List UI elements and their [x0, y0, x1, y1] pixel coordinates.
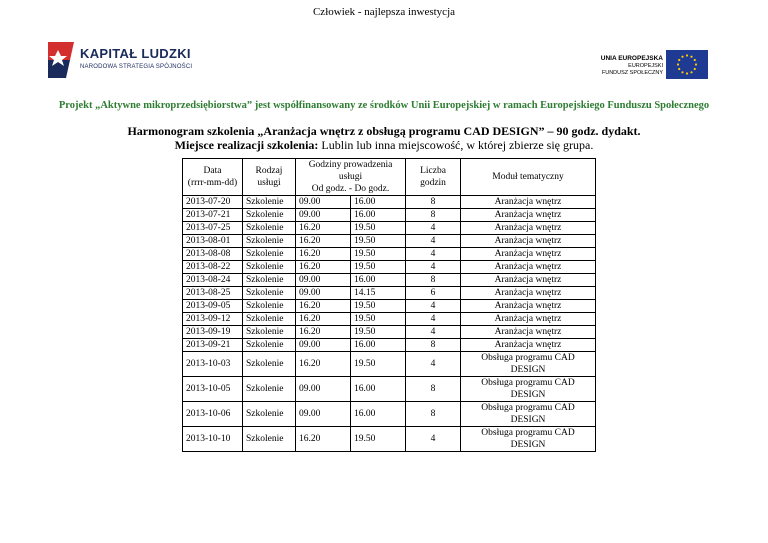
- cell-module: Obsługa programu CAD DESIGN: [461, 402, 596, 427]
- cell-type: Szkolenie: [243, 222, 296, 235]
- table-body: [183, 196, 596, 452]
- eu-star-icon: [694, 59, 696, 61]
- cell-date: 2013-10-10: [183, 427, 243, 452]
- cell-date: 2013-10-05: [183, 377, 243, 402]
- header-date-line1: Data: [203, 166, 222, 176]
- cell-module: Aranżacja wnętrz: [461, 235, 596, 248]
- cell-from: 09.00: [296, 377, 351, 402]
- table-row: [183, 352, 596, 377]
- cell-date: 2013-10-06: [183, 402, 243, 427]
- cell-from: 09.00: [296, 402, 351, 427]
- cell-module: Aranżacja wnętrz: [461, 313, 596, 326]
- cell-type: Szkolenie: [243, 274, 296, 287]
- location-label: Miejsce realizacji szkolenia:: [174, 138, 319, 152]
- eu-star-icon: [678, 59, 680, 61]
- cell-to: 16.00: [351, 377, 406, 402]
- cell-module: Aranżacja wnętrz: [461, 248, 596, 261]
- table-row: [183, 326, 596, 339]
- cell-hours: 4: [406, 313, 461, 326]
- cell-type: Szkolenie: [243, 427, 296, 452]
- cell-hours: 8: [406, 377, 461, 402]
- cell-date: 2013-09-19: [183, 326, 243, 339]
- cell-date: 2013-08-24: [183, 274, 243, 287]
- table-row: [183, 248, 596, 261]
- schedule-title: Harmonogram szkolenia „Aranżacja wnętrz z obsługą programu CAD DESIGN” – 90 godz. dydakt.: [127, 124, 641, 138]
- cell-type: Szkolenie: [243, 352, 296, 377]
- cell-to: 16.00: [351, 209, 406, 222]
- cell-type: Szkolenie: [243, 235, 296, 248]
- cell-to: 19.50: [351, 300, 406, 313]
- cell-from: 09.00: [296, 339, 351, 352]
- cell-from: 16.20: [296, 326, 351, 339]
- logo-left-title: KAPITAŁ LUDZKI: [80, 46, 191, 61]
- table-header-row: [183, 159, 596, 196]
- table-row: [183, 274, 596, 287]
- cell-date: 2013-09-21: [183, 339, 243, 352]
- cell-date: 2013-07-21: [183, 209, 243, 222]
- cell-module: Obsługa programu CAD DESIGN: [461, 427, 596, 452]
- cell-type: Szkolenie: [243, 326, 296, 339]
- kapital-ludzki-emblem-icon: [44, 40, 80, 82]
- eu-line2: EUROPEJSKI: [628, 63, 663, 69]
- table-row: [183, 235, 596, 248]
- header-date-line2: (rrrr-mm-dd): [187, 178, 238, 188]
- cell-hours: 4: [406, 300, 461, 313]
- cell-hours: 4: [406, 222, 461, 235]
- cell-hours: 8: [406, 339, 461, 352]
- cell-hours: 6: [406, 287, 461, 300]
- cell-type: Szkolenie: [243, 377, 296, 402]
- cell-hours: 8: [406, 402, 461, 427]
- cell-date: 2013-07-20: [183, 196, 243, 209]
- cell-to: 16.00: [351, 339, 406, 352]
- table-row: [183, 427, 596, 452]
- cell-to: 19.50: [351, 352, 406, 377]
- eu-star-icon: [677, 63, 679, 65]
- table-row: [183, 300, 596, 313]
- cell-from: 16.20: [296, 427, 351, 452]
- table-row: [183, 377, 596, 402]
- cell-module: Aranżacja wnętrz: [461, 339, 596, 352]
- cell-date: 2013-08-08: [183, 248, 243, 261]
- cell-module: Aranżacja wnętrz: [461, 326, 596, 339]
- cell-hours: 4: [406, 235, 461, 248]
- cell-module: Aranżacja wnętrz: [461, 274, 596, 287]
- cell-date: 2013-08-25: [183, 287, 243, 300]
- cell-from: 16.20: [296, 300, 351, 313]
- cell-hours: 8: [406, 196, 461, 209]
- eu-flag-icon: [666, 50, 708, 79]
- cell-date: 2013-10-03: [183, 352, 243, 377]
- cell-module: Aranżacja wnętrz: [461, 261, 596, 274]
- cell-module: Aranżacja wnętrz: [461, 287, 596, 300]
- logo-left-subtitle: NARODOWA STRATEGIA SPÓJNOŚCI: [80, 64, 193, 70]
- eu-star-icon: [686, 72, 688, 74]
- cell-to: 19.50: [351, 261, 406, 274]
- cell-to: 19.50: [351, 427, 406, 452]
- eu-star-icon: [690, 56, 692, 58]
- cell-to: 19.50: [351, 326, 406, 339]
- header-type: Rodzaj usługi: [243, 159, 296, 196]
- eu-star-icon: [694, 68, 696, 70]
- table-row: [183, 222, 596, 235]
- header-count: Liczba godzin: [406, 159, 461, 196]
- cell-hours: 4: [406, 261, 461, 274]
- table-row: [183, 196, 596, 209]
- cell-module: Obsługa programu CAD DESIGN: [461, 352, 596, 377]
- cell-from: 16.20: [296, 352, 351, 377]
- cell-from: 16.20: [296, 261, 351, 274]
- cell-module: Aranżacja wnętrz: [461, 209, 596, 222]
- cell-from: 16.20: [296, 222, 351, 235]
- cell-type: Szkolenie: [243, 313, 296, 326]
- table-row: [183, 339, 596, 352]
- eu-star-icon: [681, 71, 683, 73]
- cell-from: 09.00: [296, 287, 351, 300]
- cell-to: 16.00: [351, 196, 406, 209]
- kapital-ludzki-logo: [44, 40, 194, 82]
- cell-hours: 4: [406, 326, 461, 339]
- eu-line2-3: [602, 63, 663, 77]
- cell-to: 14.15: [351, 287, 406, 300]
- header-hours-line2: Od godz. - Do godz.: [311, 184, 390, 194]
- cell-type: Szkolenie: [243, 300, 296, 313]
- cell-module: Obsługa programu CAD DESIGN: [461, 377, 596, 402]
- cell-type: Szkolenie: [243, 196, 296, 209]
- table-row: [183, 402, 596, 427]
- cell-to: 19.50: [351, 222, 406, 235]
- header-hours: [296, 159, 406, 196]
- eu-star-icon: [686, 54, 688, 56]
- cell-type: Szkolenie: [243, 402, 296, 427]
- table-row: [183, 209, 596, 222]
- table-row: [183, 313, 596, 326]
- header-hours-line1: Godziny prowadzenia usługi: [308, 160, 393, 182]
- eu-line1: UNIA EUROPEJSKA: [600, 55, 663, 62]
- cell-type: Szkolenie: [243, 209, 296, 222]
- cell-hours: 8: [406, 274, 461, 287]
- cell-hours: 4: [406, 427, 461, 452]
- location-value: Lublin lub inna miejscowość, w której zbierze się grupa.: [318, 138, 594, 152]
- cell-from: 16.20: [296, 313, 351, 326]
- cell-hours: 4: [406, 352, 461, 377]
- cell-from: 16.20: [296, 235, 351, 248]
- cell-date: 2013-09-05: [183, 300, 243, 313]
- header-module: Moduł tematyczny: [461, 159, 596, 196]
- eu-star-icon: [695, 63, 697, 65]
- table-row: [183, 261, 596, 274]
- cell-to: 19.50: [351, 313, 406, 326]
- header-tagline: Człowiek - najlepsza inwestycja: [312, 6, 456, 18]
- header-date: [183, 159, 243, 196]
- eu-star-icon: [681, 56, 683, 58]
- eu-star-icon: [690, 71, 692, 73]
- cell-module: Aranżacja wnętrz: [461, 300, 596, 313]
- cell-type: Szkolenie: [243, 339, 296, 352]
- cell-from: 16.20: [296, 248, 351, 261]
- cell-from: 09.00: [296, 209, 351, 222]
- cell-from: 09.00: [296, 196, 351, 209]
- eu-star-icon: [678, 68, 680, 70]
- cell-date: 2013-08-01: [183, 235, 243, 248]
- cell-hours: 8: [406, 209, 461, 222]
- cell-date: 2013-09-12: [183, 313, 243, 326]
- eu-line3: FUNDUSZ SPOŁECZNY: [601, 70, 663, 76]
- cell-hours: 4: [406, 248, 461, 261]
- cell-type: Szkolenie: [243, 261, 296, 274]
- training-location: [0, 138, 768, 153]
- cell-to: 19.50: [351, 248, 406, 261]
- cell-to: 19.50: [351, 235, 406, 248]
- project-line: Projekt „Aktywne mikroprzedsiębiorstwa” jest współfinansowany ze środków Unii Europejskiej w ramach Europejskiego Funduszu Społecznego: [58, 100, 710, 111]
- table-row: [183, 287, 596, 300]
- cell-type: Szkolenie: [243, 248, 296, 261]
- cell-to: 16.00: [351, 274, 406, 287]
- cell-from: 09.00: [296, 274, 351, 287]
- cell-date: 2013-07-25: [183, 222, 243, 235]
- cell-module: Aranżacja wnętrz: [461, 196, 596, 209]
- cell-date: 2013-08-22: [183, 261, 243, 274]
- cell-type: Szkolenie: [243, 287, 296, 300]
- schedule-table: [182, 158, 596, 452]
- cell-module: Aranżacja wnętrz: [461, 222, 596, 235]
- cell-to: 16.00: [351, 402, 406, 427]
